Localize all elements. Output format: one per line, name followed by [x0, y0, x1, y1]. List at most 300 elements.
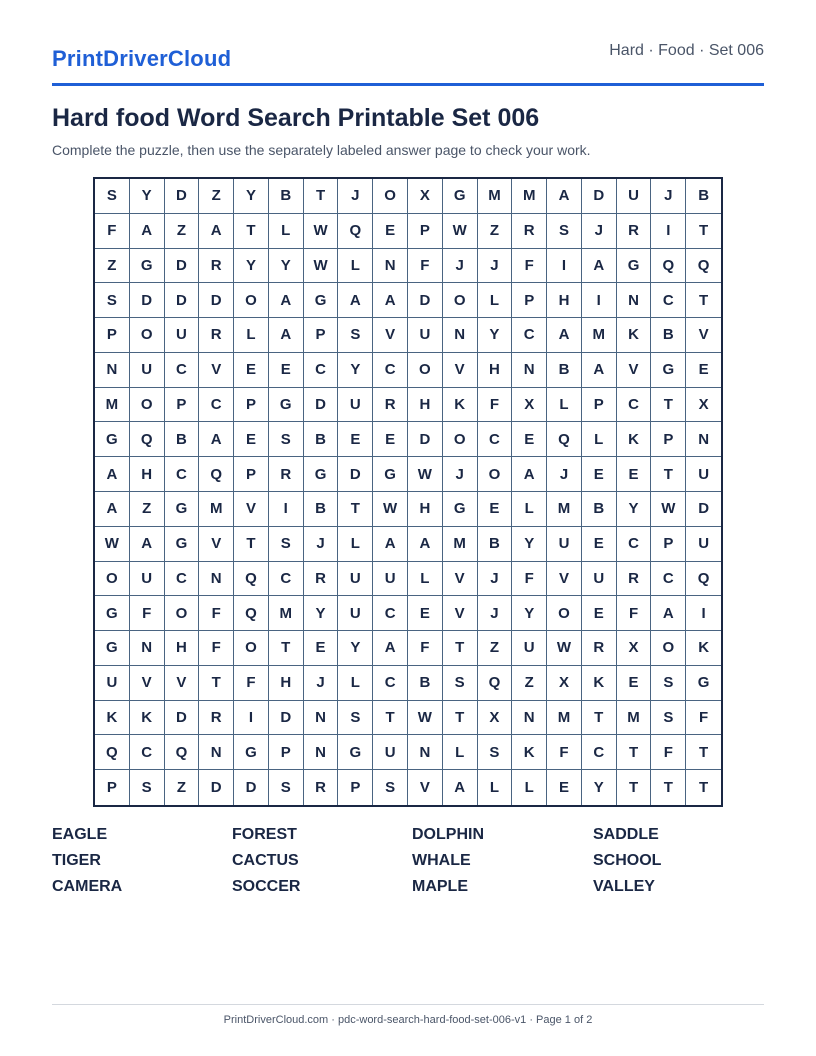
- grid-cell: V: [443, 353, 478, 388]
- grid-cell: O: [234, 631, 269, 666]
- grid-cell: Z: [130, 492, 165, 527]
- grid-cell: L: [234, 318, 269, 353]
- grid-cell: Y: [617, 492, 652, 527]
- grid-cell: C: [165, 353, 200, 388]
- grid-cell: C: [651, 562, 686, 597]
- grid-cell: X: [408, 179, 443, 214]
- word-list-item: MAPLE: [412, 878, 468, 895]
- grid-cell: E: [373, 422, 408, 457]
- grid-cell: U: [165, 318, 200, 353]
- grid-cell: A: [199, 422, 234, 457]
- grid-cell: Y: [338, 353, 373, 388]
- grid-cell: I: [651, 214, 686, 249]
- grid-cell: E: [338, 422, 373, 457]
- grid-cell: O: [547, 596, 582, 631]
- grid-cell: D: [130, 283, 165, 318]
- grid-cell: Q: [651, 249, 686, 284]
- grid-cell: N: [199, 735, 234, 770]
- grid-cell: A: [547, 318, 582, 353]
- grid-cell: F: [234, 666, 269, 701]
- grid-cell: X: [686, 388, 721, 423]
- grid-cell: Z: [478, 214, 513, 249]
- grid-cell: W: [304, 214, 339, 249]
- grid-cell: F: [617, 596, 652, 631]
- grid-cell: O: [165, 596, 200, 631]
- grid-cell: I: [582, 283, 617, 318]
- grid-cell: H: [478, 353, 513, 388]
- grid-cell: T: [443, 631, 478, 666]
- grid-cell: V: [130, 666, 165, 701]
- grid-cell: E: [269, 353, 304, 388]
- grid-cell: G: [373, 457, 408, 492]
- grid-cell: F: [199, 596, 234, 631]
- grid-cell: V: [199, 527, 234, 562]
- grid-cell: W: [547, 631, 582, 666]
- grid-cell: T: [373, 701, 408, 736]
- grid-cell: L: [582, 422, 617, 457]
- grid-cell: W: [95, 527, 130, 562]
- grid-cell: A: [373, 527, 408, 562]
- grid-cell: Z: [478, 631, 513, 666]
- grid-cell: Q: [686, 562, 721, 597]
- grid-cell: S: [269, 422, 304, 457]
- grid-cell: Y: [582, 770, 617, 805]
- grid-cell: F: [651, 735, 686, 770]
- grid-cell: B: [304, 422, 339, 457]
- grid-cell: A: [443, 770, 478, 805]
- grid-cell: B: [651, 318, 686, 353]
- grid-cell: V: [373, 318, 408, 353]
- grid-cell: S: [95, 283, 130, 318]
- word-list: [52, 824, 764, 904]
- grid-cell: K: [617, 318, 652, 353]
- grid-cell: P: [234, 457, 269, 492]
- grid-cell: F: [478, 388, 513, 423]
- grid-cell: M: [547, 492, 582, 527]
- grid-cell: J: [582, 214, 617, 249]
- grid-cell: N: [512, 701, 547, 736]
- grid-cell: D: [165, 249, 200, 284]
- grid-cell: L: [443, 735, 478, 770]
- grid-cell: I: [269, 492, 304, 527]
- grid-cell: C: [617, 527, 652, 562]
- grid-cell: J: [478, 596, 513, 631]
- grid-cell: O: [478, 457, 513, 492]
- grid-cell: Q: [686, 249, 721, 284]
- grid-cell: Q: [234, 596, 269, 631]
- grid-cell: Q: [234, 562, 269, 597]
- grid-cell: G: [338, 735, 373, 770]
- grid-cell: A: [130, 214, 165, 249]
- word-search-grid: [93, 177, 723, 807]
- grid-cell: O: [651, 631, 686, 666]
- word-list-item: FOREST: [232, 826, 297, 843]
- grid-cell: B: [686, 179, 721, 214]
- grid-cell: R: [199, 249, 234, 284]
- grid-cell: D: [338, 457, 373, 492]
- grid-cell: V: [165, 666, 200, 701]
- grid-cell: A: [95, 457, 130, 492]
- grid-cell: G: [95, 631, 130, 666]
- grid-cell: T: [686, 214, 721, 249]
- grid-cell: W: [408, 701, 443, 736]
- grid-cell: Y: [304, 596, 339, 631]
- grid-cell: L: [478, 283, 513, 318]
- grid-cell: L: [338, 249, 373, 284]
- grid-cell: K: [443, 388, 478, 423]
- grid-cell: E: [617, 666, 652, 701]
- grid-cell: Q: [478, 666, 513, 701]
- grid-cell: A: [95, 492, 130, 527]
- grid-cell: N: [443, 318, 478, 353]
- grid-cell: N: [512, 353, 547, 388]
- grid-cell: A: [408, 527, 443, 562]
- grid-cell: L: [547, 388, 582, 423]
- grid-cell: M: [512, 179, 547, 214]
- grid-cell: A: [130, 527, 165, 562]
- grid-cell: E: [547, 770, 582, 805]
- grid-cell: N: [304, 701, 339, 736]
- grid-cell: V: [443, 596, 478, 631]
- grid-cell: C: [165, 562, 200, 597]
- grid-cell: B: [547, 353, 582, 388]
- grid-cell: W: [651, 492, 686, 527]
- grid-cell: T: [699, 779, 709, 797]
- grid-cell: O: [130, 388, 165, 423]
- grid-cell: T: [617, 770, 652, 805]
- grid-cell: A: [547, 179, 582, 214]
- grid-cell: E: [617, 457, 652, 492]
- grid-cell: G: [165, 492, 200, 527]
- grid-cell: K: [512, 735, 547, 770]
- grid-cell: D: [165, 283, 200, 318]
- grid-cell: G: [443, 179, 478, 214]
- grid-cell: X: [512, 388, 547, 423]
- grid-cell: L: [408, 562, 443, 597]
- grid-cell: Q: [547, 422, 582, 457]
- grid-cell: G: [130, 249, 165, 284]
- grid-cell: R: [304, 770, 339, 805]
- grid-cell: M: [443, 527, 478, 562]
- grid-cell: B: [478, 527, 513, 562]
- grid-cell: T: [269, 631, 304, 666]
- grid-cell: E: [234, 422, 269, 457]
- grid-cell: N: [304, 735, 339, 770]
- grid-cell: G: [617, 249, 652, 284]
- grid-cell: V: [686, 318, 721, 353]
- grid-cell: G: [443, 492, 478, 527]
- grid-cell: R: [199, 318, 234, 353]
- grid-cell: Z: [165, 770, 200, 805]
- grid-cell: O: [373, 179, 408, 214]
- grid-cell: K: [686, 631, 721, 666]
- grid-cell: J: [478, 562, 513, 597]
- grid-cell: S: [547, 214, 582, 249]
- grid-cell: Z: [199, 179, 234, 214]
- grid-cell: C: [582, 735, 617, 770]
- grid-cell: D: [408, 422, 443, 457]
- grid-cell: M: [269, 596, 304, 631]
- grid-cell: A: [651, 596, 686, 631]
- footer-divider: [52, 1004, 764, 1005]
- grid-cell: G: [234, 735, 269, 770]
- grid-cell: I: [234, 701, 269, 736]
- grid-cell: A: [269, 283, 304, 318]
- grid-cell: A: [512, 457, 547, 492]
- grid-cell: K: [617, 422, 652, 457]
- grid-cell: Y: [130, 179, 165, 214]
- grid-cell: K: [130, 701, 165, 736]
- grid-cell: D: [165, 701, 200, 736]
- grid-cell: U: [617, 179, 652, 214]
- grid-cell: D: [269, 701, 304, 736]
- page-title: Hard food Word Search Printable Set 006: [52, 104, 540, 132]
- grid-cell: Y: [234, 179, 269, 214]
- grid-cell: E: [408, 596, 443, 631]
- grid-cell: U: [582, 562, 617, 597]
- grid-cell: D: [234, 770, 269, 805]
- grid-cell: E: [582, 527, 617, 562]
- grid-cell: C: [373, 596, 408, 631]
- grid-cell: N: [130, 631, 165, 666]
- grid-cell: M: [582, 318, 617, 353]
- grid-cell: Q: [95, 735, 130, 770]
- grid-cell: R: [617, 562, 652, 597]
- grid-cell: F: [408, 631, 443, 666]
- grid-cell: P: [269, 735, 304, 770]
- grid-cell: J: [338, 179, 373, 214]
- grid-cell: C: [617, 388, 652, 423]
- grid-cell: S: [269, 527, 304, 562]
- grid-cell: Y: [269, 249, 304, 284]
- grid-cell: Z: [512, 666, 547, 701]
- grid-cell: E: [304, 631, 339, 666]
- grid-cell: D: [165, 179, 200, 214]
- grid-cell: S: [651, 666, 686, 701]
- grid-cell: F: [512, 562, 547, 597]
- grid-cell: E: [478, 492, 513, 527]
- grid-cell: N: [408, 735, 443, 770]
- grid-cell: T: [651, 388, 686, 423]
- grid-cell: M: [95, 388, 130, 423]
- grid-cell: A: [582, 249, 617, 284]
- grid-cell: Y: [512, 527, 547, 562]
- grid-cell: L: [338, 527, 373, 562]
- grid-cell: I: [547, 249, 582, 284]
- grid-cell: S: [373, 770, 408, 805]
- grid-cell: Y: [338, 631, 373, 666]
- grid-cell: N: [199, 562, 234, 597]
- grid-cell: Q: [338, 214, 373, 249]
- grid-cell: N: [95, 353, 130, 388]
- page-header: [52, 42, 764, 86]
- grid-cell: P: [234, 388, 269, 423]
- grid-cell: C: [304, 353, 339, 388]
- grid-cell: T: [686, 283, 721, 318]
- grid-cell: N: [686, 422, 721, 457]
- grid-cell: V: [617, 353, 652, 388]
- grid-cell: L: [512, 492, 547, 527]
- grid-cell: W: [304, 249, 339, 284]
- grid-cell: Q: [199, 457, 234, 492]
- grid-cell: J: [304, 666, 339, 701]
- grid-cell: T: [686, 735, 721, 770]
- grid-cell: O: [234, 283, 269, 318]
- grid-cell: P: [95, 318, 130, 353]
- grid-cell: E: [234, 353, 269, 388]
- grid-cell: C: [373, 666, 408, 701]
- grid-cell: P: [165, 388, 200, 423]
- grid-cell: C: [651, 283, 686, 318]
- grid-cell: F: [686, 701, 721, 736]
- grid-cell: U: [373, 735, 408, 770]
- grid-cell: W: [373, 492, 408, 527]
- grid-cell: U: [130, 353, 165, 388]
- grid-cell: X: [617, 631, 652, 666]
- grid-cell: Y: [478, 318, 513, 353]
- grid-cell: T: [234, 214, 269, 249]
- grid-cell: D: [686, 492, 721, 527]
- grid-cell: J: [651, 179, 686, 214]
- grid-cell: S: [478, 735, 513, 770]
- grid-cell: C: [199, 388, 234, 423]
- grid-cell: F: [408, 249, 443, 284]
- grid-cell: I: [686, 596, 721, 631]
- grid-cell: B: [582, 492, 617, 527]
- grid-cell: Y: [512, 596, 547, 631]
- grid-cell: P: [512, 283, 547, 318]
- grid-cell: F: [95, 214, 130, 249]
- grid-cell: L: [269, 214, 304, 249]
- grid-cell: U: [373, 562, 408, 597]
- grid-cell: T: [338, 492, 373, 527]
- grid-cell: G: [651, 353, 686, 388]
- grid-cell: P: [338, 770, 373, 805]
- grid-cell: F: [199, 631, 234, 666]
- grid-cell: D: [582, 179, 617, 214]
- grid-cell: X: [478, 701, 513, 736]
- grid-cell: J: [304, 527, 339, 562]
- grid-cell: U: [686, 527, 721, 562]
- word-list-item: EAGLE: [52, 826, 108, 843]
- grid-cell: U: [408, 318, 443, 353]
- grid-cell: S: [338, 318, 373, 353]
- grid-cell: G: [304, 283, 339, 318]
- grid-cell: T: [582, 701, 617, 736]
- grid-cell: T: [443, 701, 478, 736]
- grid-cell: B: [165, 422, 200, 457]
- grid-cell: U: [338, 596, 373, 631]
- grid-cell: P: [304, 318, 339, 353]
- grid-cell: A: [269, 318, 304, 353]
- grid-cell: V: [408, 770, 443, 805]
- grid-cell: C: [165, 457, 200, 492]
- grid-cell: J: [443, 457, 478, 492]
- grid-cell: L: [478, 770, 513, 805]
- word-list-item: VALLEY: [593, 878, 655, 895]
- grid-cell: V: [443, 562, 478, 597]
- grid-cell: K: [582, 666, 617, 701]
- word-list-item: DOLPHIN: [412, 826, 484, 843]
- grid-cell: E: [582, 596, 617, 631]
- grid-cell: G: [165, 527, 200, 562]
- grid-cell: S: [443, 666, 478, 701]
- grid-cell: D: [408, 283, 443, 318]
- grid-cell: U: [338, 562, 373, 597]
- grid-cell: A: [199, 214, 234, 249]
- grid-cell: G: [269, 388, 304, 423]
- grid-cell: B: [269, 179, 304, 214]
- grid-cell: O: [95, 562, 130, 597]
- grid-cell: S: [269, 770, 304, 805]
- grid-cell: F: [547, 735, 582, 770]
- grid-cell: P: [651, 422, 686, 457]
- grid-cell: S: [651, 701, 686, 736]
- grid-cell: V: [199, 353, 234, 388]
- brand-logo[interactable]: PrintDriverCloud: [52, 46, 232, 71]
- grid-cell: A: [373, 283, 408, 318]
- grid-cell: R: [269, 457, 304, 492]
- grid-cell: C: [478, 422, 513, 457]
- grid-cell: U: [686, 457, 721, 492]
- grid-cell: T: [304, 179, 339, 214]
- grid-cell: J: [547, 457, 582, 492]
- grid-cell: F: [512, 249, 547, 284]
- grid-cell: G: [95, 596, 130, 631]
- grid-cell: H: [130, 457, 165, 492]
- grid-cell: P: [408, 214, 443, 249]
- grid-cell: W: [408, 457, 443, 492]
- word-list-item: SCHOOL: [593, 852, 662, 869]
- grid-cell: E: [582, 457, 617, 492]
- grid-cell: Z: [95, 249, 130, 284]
- grid-cell: T: [199, 666, 234, 701]
- grid-cell: P: [582, 388, 617, 423]
- word-list-item: TIGER: [52, 852, 101, 869]
- word-list-item: WHALE: [412, 852, 471, 869]
- grid-cell: S: [338, 701, 373, 736]
- grid-cell: C: [512, 318, 547, 353]
- grid-cell: E: [512, 422, 547, 457]
- grid-cell: D: [199, 283, 234, 318]
- grid-cell: O: [130, 318, 165, 353]
- grid-cell: W: [443, 214, 478, 249]
- grid-cell: U: [130, 562, 165, 597]
- grid-cell: F: [130, 596, 165, 631]
- grid-cell: R: [199, 701, 234, 736]
- grid-cell: M: [547, 701, 582, 736]
- page-footer: PrintDriverCloud.com · pdc-word-search-hard-food-set-006-v1 · Page 1 of 2: [223, 1014, 593, 1026]
- grid-cell: D: [304, 388, 339, 423]
- grid-cell: O: [408, 353, 443, 388]
- grid-cell: G: [686, 666, 721, 701]
- word-list-item: CACTUS: [232, 852, 299, 869]
- grid-cell: H: [547, 283, 582, 318]
- grid-cell: R: [373, 388, 408, 423]
- grid-cell: Q: [130, 422, 165, 457]
- grid-cell: B: [304, 492, 339, 527]
- word-list-item: CAMERA: [52, 878, 123, 895]
- grid-cell: H: [269, 666, 304, 701]
- grid-cell: R: [304, 562, 339, 597]
- grid-cell: Z: [165, 214, 200, 249]
- grid-cell: B: [408, 666, 443, 701]
- grid-cell: P: [651, 527, 686, 562]
- grid-cell: T: [234, 527, 269, 562]
- grid-cell: N: [373, 249, 408, 284]
- grid-cell: U: [547, 527, 582, 562]
- grid-cell: E: [373, 214, 408, 249]
